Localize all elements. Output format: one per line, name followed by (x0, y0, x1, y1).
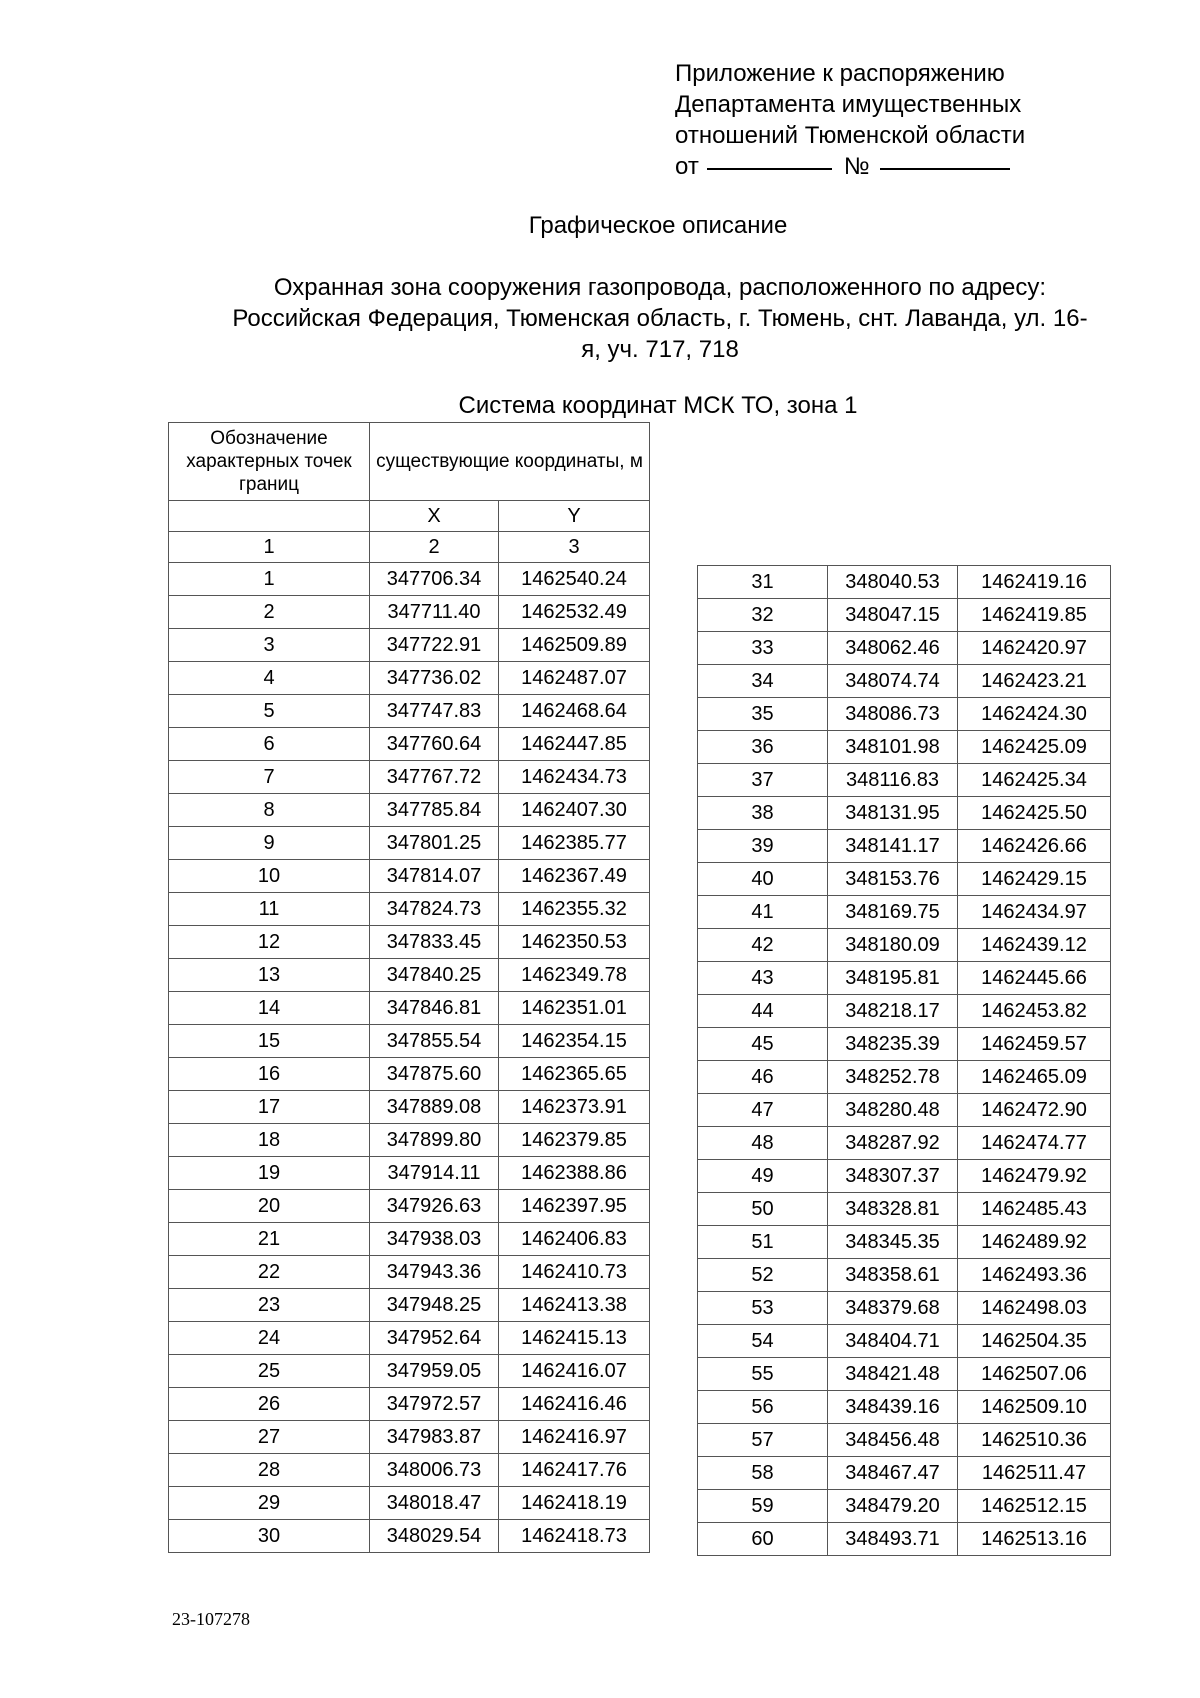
y-coordinate-cell: 1462355.32 (499, 893, 650, 926)
appendix-header (675, 58, 1025, 182)
table-row (698, 632, 1111, 665)
x-coordinate-cell: 347747.83 (370, 695, 499, 728)
coordinates-table-right (697, 565, 1111, 1556)
y-coordinate-cell: 1462351.01 (499, 992, 650, 1025)
point-number-cell: 34 (698, 665, 828, 698)
x-coordinate-cell: 348439.16 (828, 1391, 958, 1424)
table-row (169, 1388, 650, 1421)
x-coordinate-cell: 347801.25 (370, 827, 499, 860)
table-row (169, 1025, 650, 1058)
point-number-cell: 29 (169, 1487, 370, 1520)
y-coordinate-cell: 1462419.85 (958, 599, 1111, 632)
x-coordinate-cell: 348252.78 (828, 1061, 958, 1094)
y-coordinate-cell: 1462349.78 (499, 959, 650, 992)
header-empty-cell (169, 501, 370, 532)
y-coordinate-cell: 1462479.92 (958, 1160, 1111, 1193)
x-coordinate-cell: 347875.60 (370, 1058, 499, 1091)
y-coordinate-cell: 1462434.97 (958, 896, 1111, 929)
y-coordinate-cell: 1462510.36 (958, 1424, 1111, 1457)
document-title: Графическое описание (528, 212, 788, 239)
table-row (698, 1061, 1111, 1094)
subject-line-1: Охранная зона сооружения газопровода, расположенного по адресу: (273, 274, 1047, 301)
y-coordinate-cell: 1462509.89 (499, 629, 650, 662)
x-coordinate-cell: 347785.84 (370, 794, 499, 827)
point-number-cell: 40 (698, 863, 828, 896)
x-coordinate-cell: 348307.37 (828, 1160, 958, 1193)
subject-line-2: Российская Федерация, Тюменская область, г. Тюмень, снт. Лаванда, ул. 16- (232, 305, 1088, 332)
x-coordinate-cell: 348328.81 (828, 1193, 958, 1226)
x-coordinate-cell: 347846.81 (370, 992, 499, 1025)
point-number-cell: 58 (698, 1457, 828, 1490)
point-number-cell: 55 (698, 1358, 828, 1391)
x-coordinate-cell: 348018.47 (370, 1487, 499, 1520)
header-y: Y (499, 501, 650, 532)
x-coordinate-cell: 347943.36 (370, 1256, 499, 1289)
x-coordinate-cell: 348287.92 (828, 1127, 958, 1160)
point-number-cell: 41 (698, 896, 828, 929)
point-number-cell: 23 (169, 1289, 370, 1322)
point-number-cell: 52 (698, 1259, 828, 1292)
y-coordinate-cell: 1462424.30 (958, 698, 1111, 731)
table-row (169, 992, 650, 1025)
y-coordinate-cell: 1462423.21 (958, 665, 1111, 698)
table-row (169, 827, 650, 860)
x-coordinate-cell: 347889.08 (370, 1091, 499, 1124)
header-col-number-2: 2 (370, 532, 499, 563)
table-row (698, 1457, 1111, 1490)
x-coordinate-cell: 348086.73 (828, 698, 958, 731)
point-number-cell: 28 (169, 1454, 370, 1487)
y-coordinate-cell: 1462447.85 (499, 728, 650, 761)
x-coordinate-cell: 348421.48 (828, 1358, 958, 1391)
y-coordinate-cell: 1462474.77 (958, 1127, 1111, 1160)
point-number-cell: 45 (698, 1028, 828, 1061)
x-coordinate-cell: 347952.64 (370, 1322, 499, 1355)
table-row (698, 896, 1111, 929)
x-coordinate-cell: 347706.34 (370, 563, 499, 596)
y-coordinate-cell: 1462416.07 (499, 1355, 650, 1388)
table-row (698, 599, 1111, 632)
y-coordinate-cell: 1462489.92 (958, 1226, 1111, 1259)
coordinates-table-left (168, 422, 650, 1553)
x-coordinate-cell: 347948.25 (370, 1289, 499, 1322)
table-row (169, 1355, 650, 1388)
table-row (169, 596, 650, 629)
point-number-cell: 19 (169, 1157, 370, 1190)
header-col-number-1: 1 (169, 532, 370, 563)
appendix-date-number-line (675, 151, 1025, 182)
x-coordinate-cell: 347972.57 (370, 1388, 499, 1421)
table-row (698, 1127, 1111, 1160)
point-number-cell: 22 (169, 1256, 370, 1289)
point-number-cell: 30 (169, 1520, 370, 1553)
y-coordinate-cell: 1462406.83 (499, 1223, 650, 1256)
y-coordinate-cell: 1462498.03 (958, 1292, 1111, 1325)
table-row (698, 1325, 1111, 1358)
x-coordinate-cell: 347855.54 (370, 1025, 499, 1058)
x-coordinate-cell: 347938.03 (370, 1223, 499, 1256)
date-blank (707, 168, 832, 170)
point-number-cell: 9 (169, 827, 370, 860)
document-subject (180, 272, 1140, 365)
table-row (698, 1160, 1111, 1193)
point-number-cell: 42 (698, 929, 828, 962)
y-coordinate-cell: 1462354.15 (499, 1025, 650, 1058)
table-row (698, 797, 1111, 830)
x-coordinate-cell: 348047.15 (828, 599, 958, 632)
y-coordinate-cell: 1462350.53 (499, 926, 650, 959)
coordinate-system-label: Система координат МСК ТО, зона 1 (458, 392, 858, 419)
y-coordinate-cell: 1462511.47 (958, 1457, 1111, 1490)
point-number-cell: 39 (698, 830, 828, 863)
x-coordinate-cell: 348169.75 (828, 896, 958, 929)
appendix-line-1: Приложение к распоряжению (675, 60, 1005, 87)
x-coordinate-cell: 348280.48 (828, 1094, 958, 1127)
x-coordinate-cell: 348040.53 (828, 566, 958, 599)
x-coordinate-cell: 348218.17 (828, 995, 958, 1028)
point-number-cell: 32 (698, 599, 828, 632)
y-coordinate-cell: 1462417.76 (499, 1454, 650, 1487)
header-col-number-3: 3 (499, 532, 650, 563)
table-row (169, 1190, 650, 1223)
y-coordinate-cell: 1462420.97 (958, 632, 1111, 665)
table-row (169, 695, 650, 728)
table-row (169, 728, 650, 761)
table-row (169, 1520, 650, 1553)
point-number-cell: 33 (698, 632, 828, 665)
table-row (169, 1256, 650, 1289)
table-row (169, 1454, 650, 1487)
point-number-cell: 37 (698, 764, 828, 797)
point-number-cell: 54 (698, 1325, 828, 1358)
table-row (169, 1157, 650, 1190)
point-number-cell: 18 (169, 1124, 370, 1157)
point-number-cell: 16 (169, 1058, 370, 1091)
table-row (169, 662, 650, 695)
x-coordinate-cell: 347760.64 (370, 728, 499, 761)
x-coordinate-cell: 348467.47 (828, 1457, 958, 1490)
x-coordinate-cell: 347711.40 (370, 596, 499, 629)
table-row (698, 1424, 1111, 1457)
point-number-cell: 38 (698, 797, 828, 830)
number-prefix: № (843, 153, 870, 180)
table-row (698, 1193, 1111, 1226)
y-coordinate-cell: 1462419.16 (958, 566, 1111, 599)
y-coordinate-cell: 1462493.36 (958, 1259, 1111, 1292)
point-number-cell: 53 (698, 1292, 828, 1325)
table-row (169, 1223, 650, 1256)
point-number-cell: 20 (169, 1190, 370, 1223)
point-number-cell: 17 (169, 1091, 370, 1124)
y-coordinate-cell: 1462425.34 (958, 764, 1111, 797)
point-number-cell: 60 (698, 1523, 828, 1556)
table-row (698, 830, 1111, 863)
table-row (169, 893, 650, 926)
header-x: X (370, 501, 499, 532)
y-coordinate-cell: 1462365.65 (499, 1058, 650, 1091)
x-coordinate-cell: 348180.09 (828, 929, 958, 962)
y-coordinate-cell: 1462445.66 (958, 962, 1111, 995)
point-number-cell: 4 (169, 662, 370, 695)
y-coordinate-cell: 1462373.91 (499, 1091, 650, 1124)
x-coordinate-cell: 348493.71 (828, 1523, 958, 1556)
y-coordinate-cell: 1462485.43 (958, 1193, 1111, 1226)
table-row (169, 794, 650, 827)
point-number-cell: 15 (169, 1025, 370, 1058)
x-coordinate-cell: 347767.72 (370, 761, 499, 794)
table-row (169, 1487, 650, 1520)
point-number-cell: 43 (698, 962, 828, 995)
point-number-cell: 5 (169, 695, 370, 728)
y-coordinate-cell: 1462453.82 (958, 995, 1111, 1028)
x-coordinate-cell: 348479.20 (828, 1490, 958, 1523)
table-row (698, 1490, 1111, 1523)
point-number-cell: 59 (698, 1490, 828, 1523)
x-coordinate-cell: 348062.46 (828, 632, 958, 665)
header-existing-coordinates: существующие координаты, м (370, 423, 650, 501)
point-number-cell: 48 (698, 1127, 828, 1160)
point-number-cell: 2 (169, 596, 370, 629)
point-number-cell: 11 (169, 893, 370, 926)
x-coordinate-cell: 347926.63 (370, 1190, 499, 1223)
table-row (169, 1124, 650, 1157)
point-number-cell: 21 (169, 1223, 370, 1256)
point-number-cell: 13 (169, 959, 370, 992)
x-coordinate-cell: 348074.74 (828, 665, 958, 698)
y-coordinate-cell: 1462425.09 (958, 731, 1111, 764)
appendix-line-3: отношений Тюменской области (675, 122, 1026, 149)
point-number-cell: 8 (169, 794, 370, 827)
appendix-line-2: Департамента имущественных (675, 91, 1022, 118)
point-number-cell: 56 (698, 1391, 828, 1424)
point-number-cell: 3 (169, 629, 370, 662)
table-row (698, 1391, 1111, 1424)
y-coordinate-cell: 1462512.15 (958, 1490, 1111, 1523)
point-number-cell: 27 (169, 1421, 370, 1454)
x-coordinate-cell: 347736.02 (370, 662, 499, 695)
y-coordinate-cell: 1462472.90 (958, 1094, 1111, 1127)
table-row (698, 863, 1111, 896)
table-row (169, 926, 650, 959)
y-coordinate-cell: 1462465.09 (958, 1061, 1111, 1094)
point-number-cell: 6 (169, 728, 370, 761)
table-row (169, 1289, 650, 1322)
y-coordinate-cell: 1462429.15 (958, 863, 1111, 896)
x-coordinate-cell: 347840.25 (370, 959, 499, 992)
y-coordinate-cell: 1462385.77 (499, 827, 650, 860)
y-coordinate-cell: 1462487.07 (499, 662, 650, 695)
y-coordinate-cell: 1462418.73 (499, 1520, 650, 1553)
x-coordinate-cell: 347899.80 (370, 1124, 499, 1157)
point-number-cell: 44 (698, 995, 828, 1028)
y-coordinate-cell: 1462434.73 (499, 761, 650, 794)
y-coordinate-cell: 1462397.95 (499, 1190, 650, 1223)
y-coordinate-cell: 1462379.85 (499, 1124, 650, 1157)
point-number-cell: 51 (698, 1226, 828, 1259)
y-coordinate-cell: 1462504.35 (958, 1325, 1111, 1358)
point-number-cell: 49 (698, 1160, 828, 1193)
point-number-cell: 50 (698, 1193, 828, 1226)
point-number-cell: 25 (169, 1355, 370, 1388)
header-point-designation: Обозначение характерных точек границ (169, 423, 370, 501)
point-number-cell: 10 (169, 860, 370, 893)
point-number-cell: 31 (698, 566, 828, 599)
x-coordinate-cell: 348345.35 (828, 1226, 958, 1259)
table-row (698, 995, 1111, 1028)
table-row (169, 1058, 650, 1091)
y-coordinate-cell: 1462410.73 (499, 1256, 650, 1289)
table-row (169, 860, 650, 893)
x-coordinate-cell: 348195.81 (828, 962, 958, 995)
y-coordinate-cell: 1462509.10 (958, 1391, 1111, 1424)
table-row (169, 1091, 650, 1124)
x-coordinate-cell: 348404.71 (828, 1325, 958, 1358)
point-number-cell: 35 (698, 698, 828, 731)
y-coordinate-cell: 1462540.24 (499, 563, 650, 596)
x-coordinate-cell: 348456.48 (828, 1424, 958, 1457)
y-coordinate-cell: 1462532.49 (499, 596, 650, 629)
table-row (698, 1094, 1111, 1127)
table-row (169, 761, 650, 794)
x-coordinate-cell: 347824.73 (370, 893, 499, 926)
x-coordinate-cell: 348153.76 (828, 863, 958, 896)
point-number-cell: 57 (698, 1424, 828, 1457)
y-coordinate-cell: 1462418.19 (499, 1487, 650, 1520)
y-coordinate-cell: 1462439.12 (958, 929, 1111, 962)
table-row (698, 1358, 1111, 1391)
y-coordinate-cell: 1462416.97 (499, 1421, 650, 1454)
y-coordinate-cell: 1462468.64 (499, 695, 650, 728)
x-coordinate-cell: 348006.73 (370, 1454, 499, 1487)
number-blank (880, 168, 1010, 170)
x-coordinate-cell: 348141.17 (828, 830, 958, 863)
x-coordinate-cell: 347983.87 (370, 1421, 499, 1454)
table-row (169, 563, 650, 596)
table-row (698, 1259, 1111, 1292)
x-coordinate-cell: 348029.54 (370, 1520, 499, 1553)
table-row (698, 1292, 1111, 1325)
point-number-cell: 46 (698, 1061, 828, 1094)
point-number-cell: 12 (169, 926, 370, 959)
x-coordinate-cell: 347833.45 (370, 926, 499, 959)
table-row (698, 764, 1111, 797)
x-coordinate-cell: 347814.07 (370, 860, 499, 893)
x-coordinate-cell: 348131.95 (828, 797, 958, 830)
table-row (698, 731, 1111, 764)
x-coordinate-cell: 348379.68 (828, 1292, 958, 1325)
point-number-cell: 24 (169, 1322, 370, 1355)
y-coordinate-cell: 1462413.38 (499, 1289, 650, 1322)
y-coordinate-cell: 1462507.06 (958, 1358, 1111, 1391)
point-number-cell: 47 (698, 1094, 828, 1127)
x-coordinate-cell: 348358.61 (828, 1259, 958, 1292)
x-coordinate-cell: 347914.11 (370, 1157, 499, 1190)
point-number-cell: 26 (169, 1388, 370, 1421)
table-row (169, 629, 650, 662)
y-coordinate-cell: 1462415.13 (499, 1322, 650, 1355)
subject-line-3: я, уч. 717, 718 (581, 336, 739, 363)
table-row (698, 566, 1111, 599)
y-coordinate-cell: 1462416.46 (499, 1388, 650, 1421)
y-coordinate-cell: 1462407.30 (499, 794, 650, 827)
point-number-cell: 7 (169, 761, 370, 794)
date-prefix: от (675, 153, 699, 180)
table-row (698, 665, 1111, 698)
footer-document-code: 23-107278 (172, 1609, 250, 1629)
x-coordinate-cell: 347722.91 (370, 629, 499, 662)
table-row (698, 1028, 1111, 1061)
y-coordinate-cell: 1462367.49 (499, 860, 650, 893)
x-coordinate-cell: 348116.83 (828, 764, 958, 797)
point-number-cell: 1 (169, 563, 370, 596)
x-coordinate-cell: 347959.05 (370, 1355, 499, 1388)
y-coordinate-cell: 1462513.16 (958, 1523, 1111, 1556)
table-row (698, 929, 1111, 962)
table-row (169, 1421, 650, 1454)
x-coordinate-cell: 348235.39 (828, 1028, 958, 1061)
y-coordinate-cell: 1462426.66 (958, 830, 1111, 863)
point-number-cell: 14 (169, 992, 370, 1025)
table-row (698, 1226, 1111, 1259)
y-coordinate-cell: 1462388.86 (499, 1157, 650, 1190)
table-row (698, 962, 1111, 995)
x-coordinate-cell: 348101.98 (828, 731, 958, 764)
y-coordinate-cell: 1462459.57 (958, 1028, 1111, 1061)
y-coordinate-cell: 1462425.50 (958, 797, 1111, 830)
table-row (169, 959, 650, 992)
table-row (698, 1523, 1111, 1556)
point-number-cell: 36 (698, 731, 828, 764)
table-row (169, 1322, 650, 1355)
table-row (698, 698, 1111, 731)
